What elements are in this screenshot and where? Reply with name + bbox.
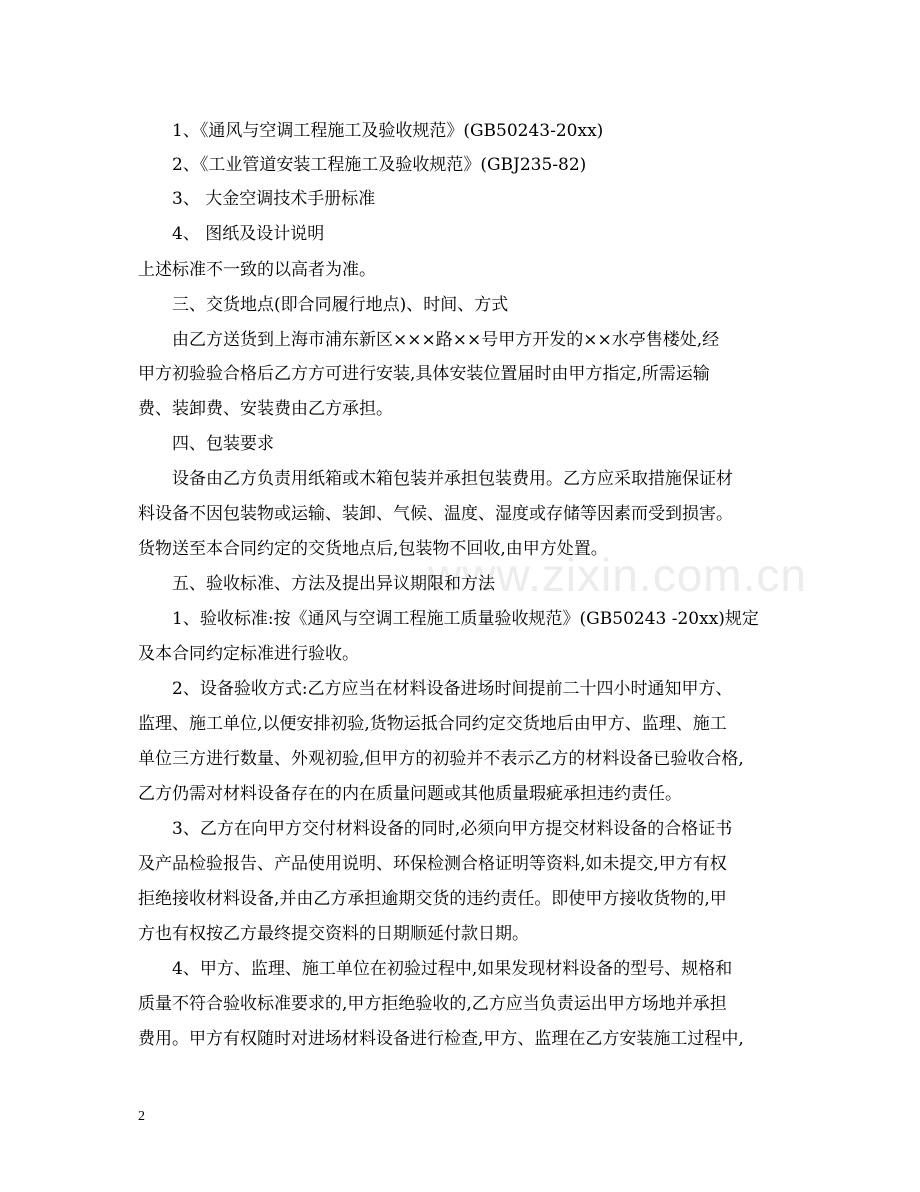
- acceptance-item-4-line-2: 质量不符合验收标准要求的,甲方拒绝验收的,乙方应当负责运出甲方场地并承担: [138, 994, 727, 1014]
- watermark: www.zixin.com.cn: [428, 549, 807, 601]
- acceptance-item-3-line-2: 及产品检验报告、产品使用说明、环保检测合格证明等资料,如未提交,甲方有权: [138, 854, 727, 874]
- delivery-paragraph-line-2: 甲方初验验合格后乙方方可进行安装,具体安装位置届时由甲方指定,所需运输: [138, 364, 710, 384]
- acceptance-item-2-line-3: 单位三方进行数量、外观初验,但甲方的初验并不表示乙方的材料设备已验收合格,: [138, 749, 744, 769]
- standard-line-1: 1、《通风与空调工程施工及验收规范》(GB50243-20xx): [172, 121, 604, 141]
- standard-line-2: 2、《工业管道安装工程施工及验收规范》(GBJ235-82): [172, 155, 587, 175]
- acceptance-item-2-line-2: 监理、施工单位,以便安排初验,货物运抵合同约定交货地后由甲方、监理、施工: [138, 714, 727, 734]
- acceptance-item-2-line-4: 乙方仍需对材料设备存在的内在质量问题或其他质量瑕疵承担违约责任。: [138, 784, 682, 804]
- standard-line-4: 4、 图纸及设计说明: [172, 224, 325, 244]
- standard-note: 上述标准不一致的以高者为准。: [138, 260, 376, 280]
- page-number: 2: [138, 1109, 145, 1124]
- acceptance-item-1-line-2: 及本合同约定标准进行验收。: [138, 644, 359, 664]
- packaging-paragraph-line-1: 设备由乙方负责用纸箱或木箱包装并承担包装费用。乙方应采取措施保证材: [172, 469, 733, 489]
- delivery-paragraph-line-3: 费、装卸费、安装费由乙方承担。: [138, 399, 393, 419]
- packaging-paragraph-line-3: 货物送至本合同约定的交货地点后,包装物不回收,由甲方处置。: [138, 539, 608, 559]
- acceptance-item-3-line-3: 拒绝接收材料设备,并由乙方承担逾期交货的违约责任。即使甲方接收货物的,甲: [138, 889, 727, 909]
- section-heading-delivery: 三、交货地点(即合同履行地点)、时间、方式: [172, 295, 509, 315]
- acceptance-item-4-line-1: 4、甲方、监理、施工单位在初验过程中,如果发现材料设备的型号、规格和: [172, 959, 733, 979]
- delivery-paragraph-line-1: 由乙方送货到上海市浦东新区×××路××号甲方开发的××水亭售楼处,经: [172, 330, 720, 350]
- acceptance-item-3-line-4: 方也有权按乙方最终提交资料的日期顺延付款日期。: [138, 924, 529, 944]
- standard-line-3: 3、 大金空调技术手册标准: [172, 189, 376, 209]
- acceptance-item-3-line-1: 3、乙方在向甲方交付材料设备的同时,必须向甲方提交材料设备的合格证书: [172, 819, 733, 839]
- section-heading-acceptance: 五、验收标准、方法及提出异议期限和方法: [172, 574, 495, 594]
- acceptance-item-1-line-1: 1、验收标准:按《通风与空调工程施工质量验收规范》(GB50243 -20xx)规定: [172, 609, 759, 629]
- acceptance-item-4-line-3: 费用。甲方有权随时对进场材料设备进行检查,甲方、监理在乙方安装施工过程中,: [138, 1029, 744, 1049]
- section-heading-packaging: 四、包装要求: [172, 434, 274, 454]
- packaging-paragraph-line-2: 料设备不因包装物或运输、装卸、气候、温度、湿度或存储等因素而受到损害。: [138, 504, 733, 524]
- acceptance-item-2-line-1: 2、设备验收方式:乙方应当在材料设备进场时间提前二十四小时通知甲方、: [172, 679, 733, 699]
